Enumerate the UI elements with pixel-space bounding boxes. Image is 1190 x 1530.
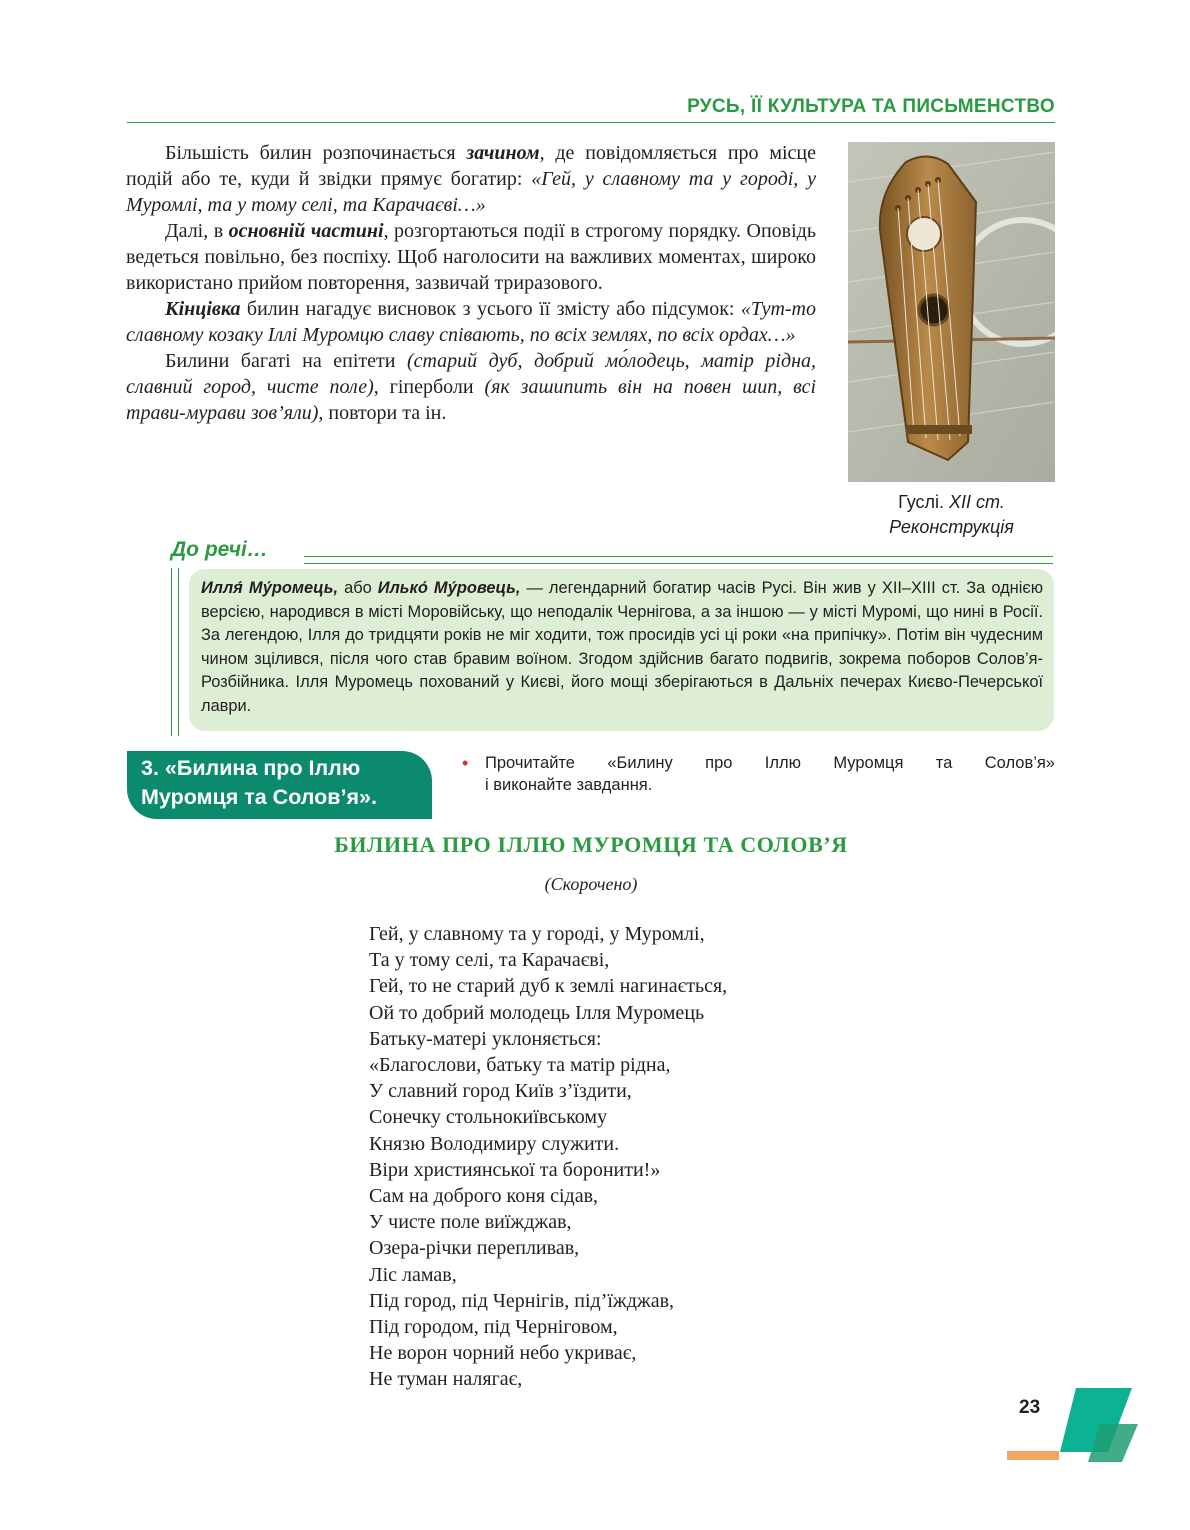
aside-box [189, 569, 1054, 731]
poem-line: Князю Володимиру служити. [369, 1132, 620, 1155]
poem-line: У славний город Київ з’їздити, [369, 1080, 632, 1103]
poem-line: Сонечку стольнокиївському [369, 1106, 608, 1129]
bullet-icon: • [462, 753, 469, 773]
emphasis-bold: основній частині [228, 220, 384, 242]
page-number: 23 [1019, 1397, 1041, 1418]
emphasis-bold: зачином [466, 142, 540, 164]
text-run: билин нагадує висновок з усього її змісту або підсумок: [240, 298, 741, 320]
intro-paragraph [126, 140, 816, 218]
poem-line: Гей, у славному та у городі, у Муромлі, [369, 923, 705, 945]
caption-subtitle: Реконструкція [889, 517, 1014, 537]
poem-title: БИЛИНА ПРО ІЛЛЮ МУРОМЦЯ ТА СОЛОВ’Я [334, 832, 848, 857]
poem-line: Озера-річки перепливав, [369, 1237, 580, 1260]
section-heading-line: Муромця та Солов’я». [141, 785, 377, 809]
poem-subtitle: (Скорочено) [544, 874, 638, 894]
footer-orange-bar [1007, 1451, 1059, 1460]
emphasis-bold: Илля́ Му́ромець, [201, 579, 339, 597]
aside-vertical-rule [171, 568, 179, 736]
text-run: Більшість билин розпочинається [165, 142, 467, 164]
poem-line: Під город, під Чернігів, під’їжджав, [369, 1289, 675, 1312]
section-heading-line: 3. «Билина про Іллю [141, 756, 361, 780]
text-run: , де повідомляється про місце подій або те, куди й звідки прямує богатир: [126, 142, 816, 190]
emphasis-bold: Илько́ Му́ровець, [377, 579, 521, 597]
poem-text [369, 921, 969, 1393]
section-heading [127, 751, 432, 819]
emphasis-italic: (як зашипить він на повен шип, всі трави-мурави зов’яли) [126, 376, 816, 424]
aside-title: До речі… [171, 538, 274, 562]
poem-line: «Благослови, батьку та матір рідна, [369, 1054, 671, 1077]
poem-line: Батьку-матері уклоняється: [369, 1027, 602, 1050]
task-line: і виконайте завдання. [485, 776, 653, 794]
running-header: РУСЬ, ЇЇ КУЛЬТУРА ТА ПИСЬМЕНСТВО [687, 96, 1055, 117]
photo-caption [848, 490, 1055, 540]
text-run: — легендарний богатир часів Русі. Він жив у XII–XIII ст. За однією версією, народився в місті Моровійську, що неподалік Чернігова, а за іншою — у місті Муромі, що нині в Росії. За легендою, Ілля до тридцяти років не міг ходити, тож просидів усі ці роки «на припічку». Потім він чудесним чином зцілився, після чого став бравим воїном. Згодом здійснив багато подвигів, зокрема поборов Солов’я-Розбійника. Ілля Муромець похований у Києві, його мощі зберігаються в Дальніх печерах Києво-Печерської лаври. [201, 579, 1043, 715]
text-run: , повтори та ін. [318, 402, 447, 424]
gusli-photo [848, 142, 1055, 482]
intro-text [126, 140, 816, 426]
intro-paragraph [126, 218, 816, 296]
text-run: Билини багаті на епітети [165, 350, 407, 372]
poem-line: Та у тому селі, та Карачаєві, [369, 949, 610, 972]
poem-line: Не туман налягає, [369, 1368, 523, 1391]
task-line: Прочитайте «Билину про Іллю Муромця та Солов’я» [485, 754, 1055, 772]
caption-century: XII ст. [949, 492, 1005, 512]
poem-line: Віри християнської та боронити!» [369, 1158, 661, 1181]
emphasis-bold: Кінцівка [165, 298, 241, 320]
poem-line: Не ворон чорний небо укриває, [369, 1342, 637, 1365]
poem-line: У чисте поле виїжджав, [369, 1211, 572, 1234]
text-run: , гіперболи [373, 376, 485, 398]
intro-paragraph [126, 348, 816, 426]
poem-line: Під городом, під Черніговом, [369, 1316, 618, 1339]
emphasis-italic: «Тут-то славному козаку Іллі Муромцю славу співають, по всіх землях, по всіх ордах…» [126, 298, 816, 346]
aside-double-rule [304, 556, 1053, 564]
poem-line: Ой то добрий молодець Ілля Муромець [369, 1001, 705, 1024]
emphasis-italic: (старий дуб, добрий мо́лодець, матір рідна, славний город, чисте поле) [126, 350, 817, 398]
caption-title: Гуслі. [898, 492, 944, 512]
poem-line: Сам на доброго коня сідав, [369, 1185, 599, 1208]
text-run: Далі, в [165, 220, 229, 242]
emphasis-italic: «Гей, у славному та у городі, у Муромлі, та у тому селі, та Карачаєві…» [126, 168, 817, 216]
task-instruction [462, 752, 1055, 796]
text-run: , розгортаються події в строгому порядку. Оповідь ведеться повільно, без поспіху. Щоб наголосити на важливих моментах, широко використано прийом повторення, зазвичай триразового. [126, 220, 816, 294]
text-run: або [338, 579, 378, 597]
poem-line: Ліс ламав, [369, 1263, 457, 1286]
header-rule [127, 122, 1055, 123]
footer-decoration [1056, 1384, 1146, 1464]
poem-line: Гей, то не старий дуб к землі нагинається, [369, 975, 728, 998]
intro-paragraph [126, 296, 816, 348]
